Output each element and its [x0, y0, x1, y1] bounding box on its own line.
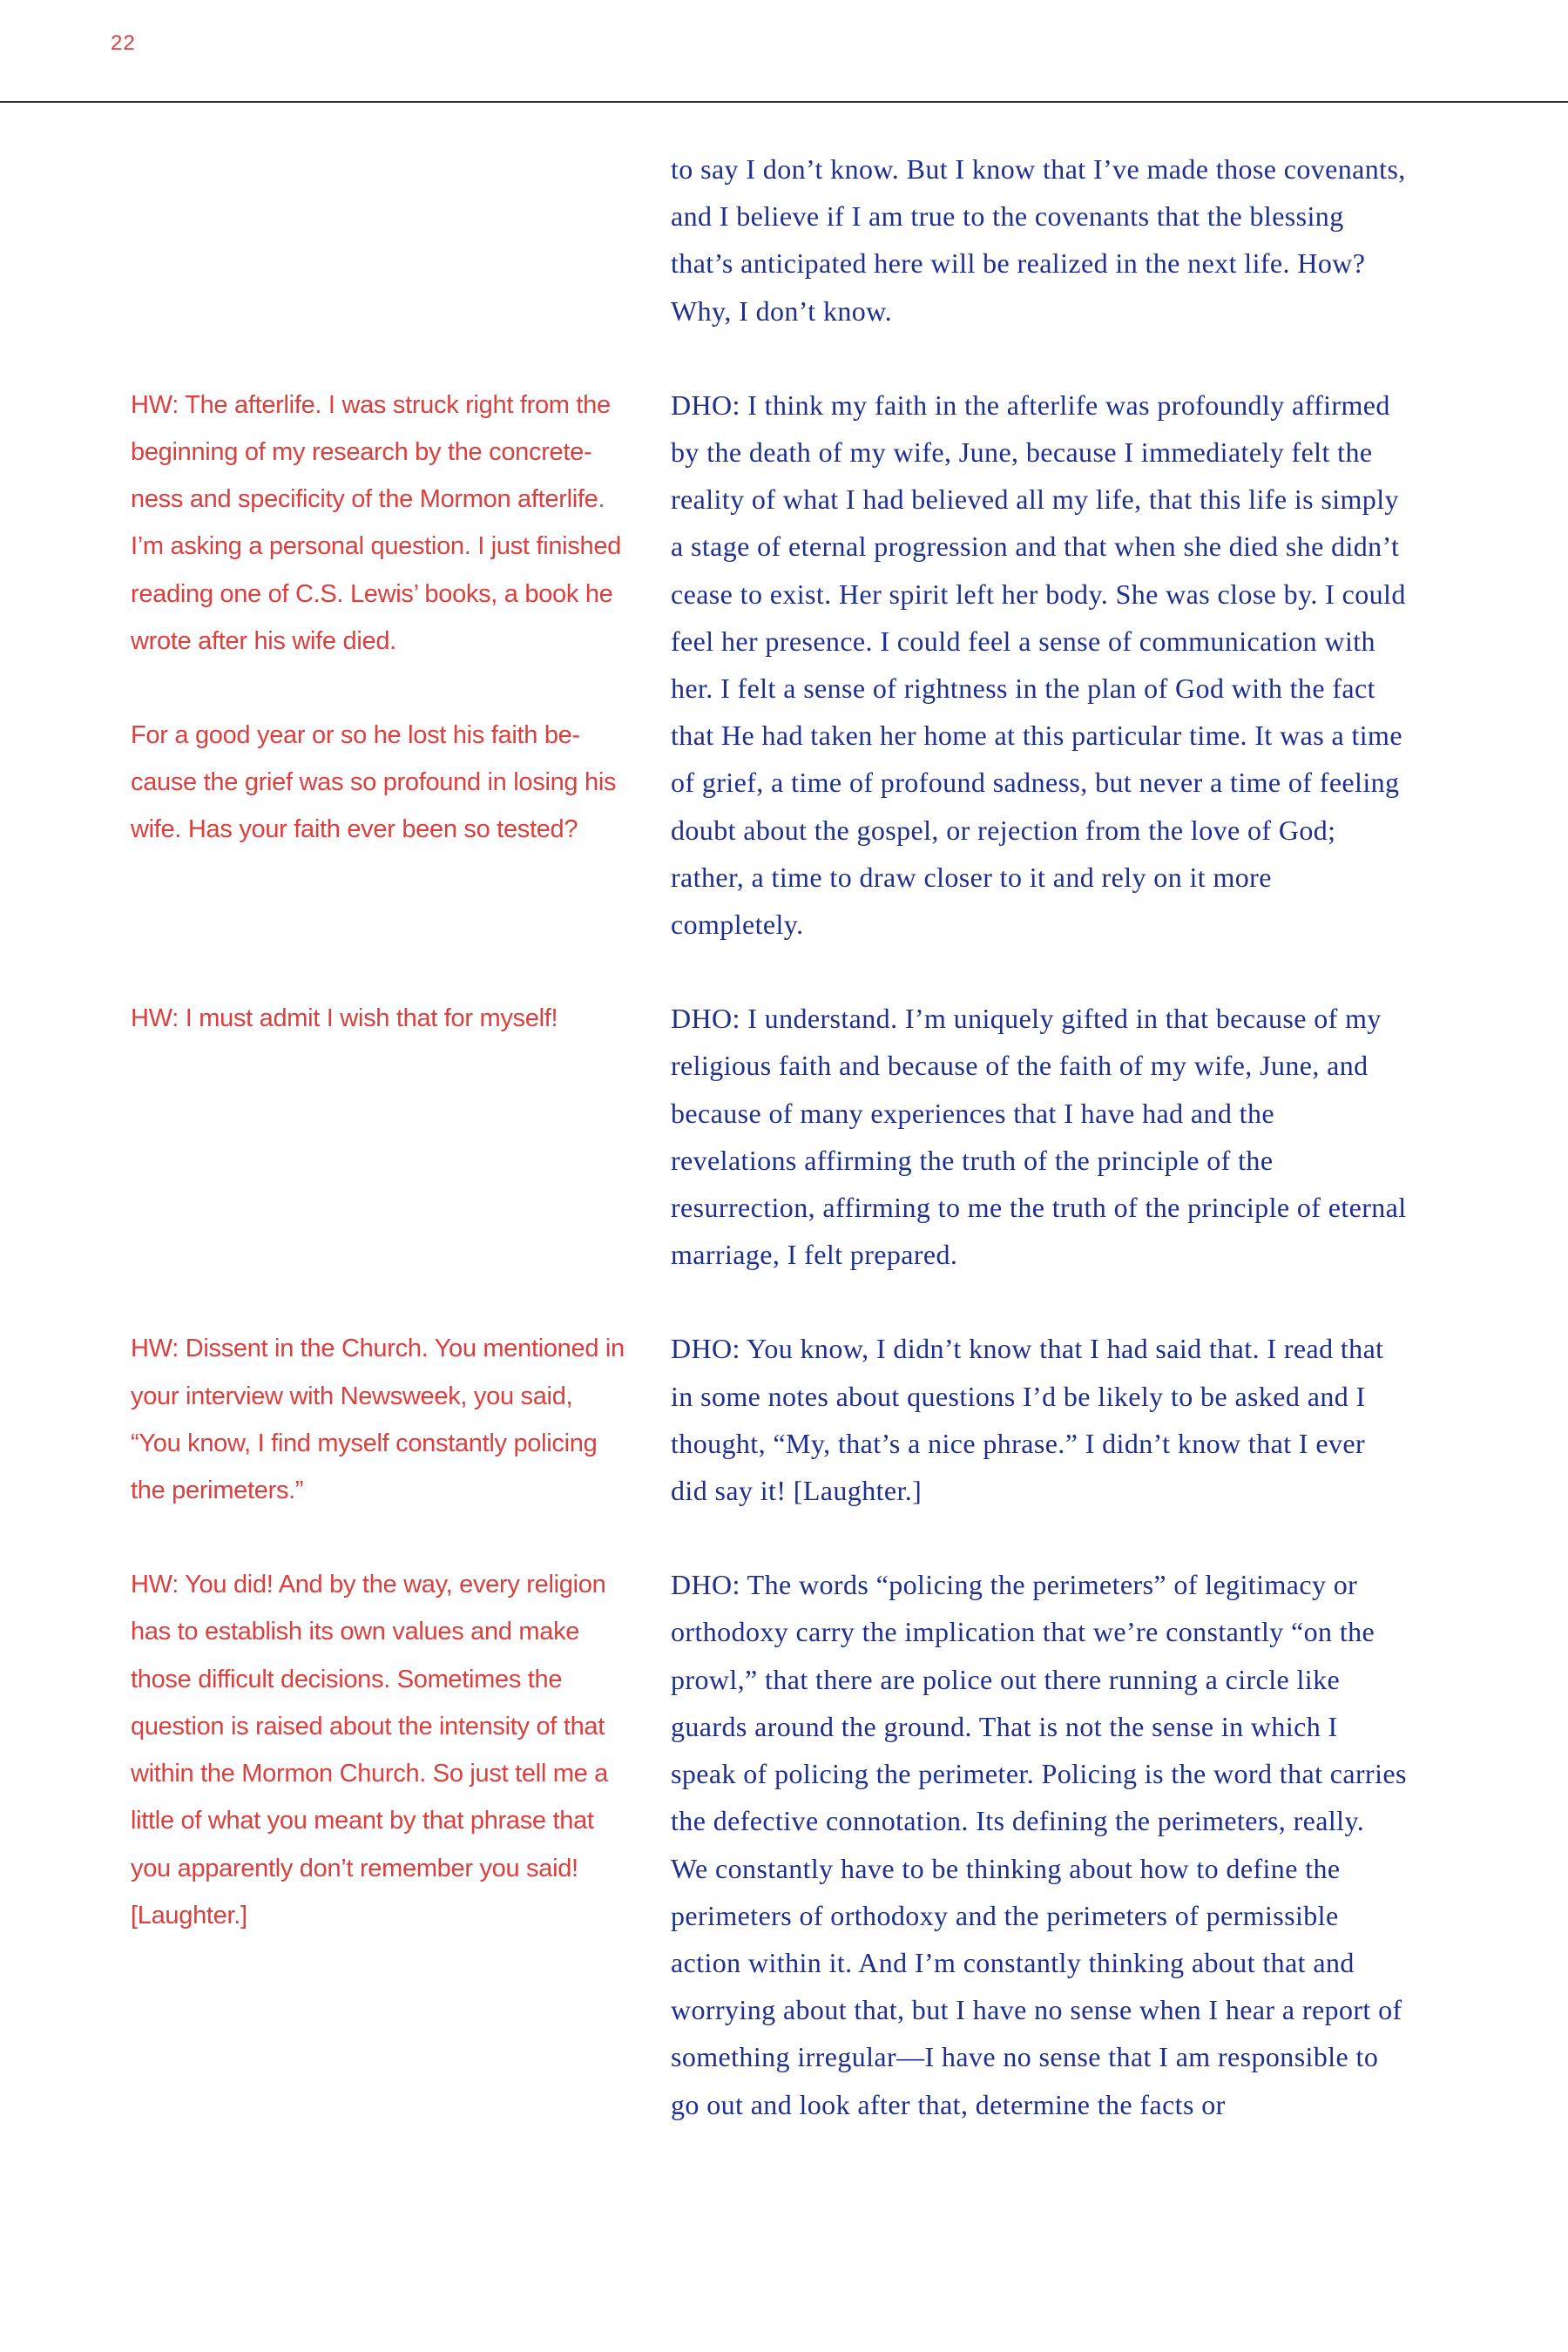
question-paragraph: HW: The afterlife. I was struck right from the beginning of my research by the concreteness and specificity of the Mormon afterlife. I’m asking a personal question. I just finished reading one of C.S. Lewis’ books, a book he wrote after his wife died.: [131, 390, 621, 655]
interview-exchange: [0, 1325, 1568, 1514]
answer-column: [671, 145, 1408, 335]
answer-paragraph: DHO: I understand. I’m uniquely gifted in that because of my religious faith and because of the faith of my wife, June, and because of many experiences that I have had and the revelations affirming the truth of the principle of the resurrection, affirming to me the truth of the principle of eternal marriage, I felt prepared.: [671, 1003, 1407, 1271]
question-paragraph: For a good year or so he lost his faith because the grief was so profound in losing his wife. Has your faith ever been so tested?: [131, 721, 617, 844]
answer-paragraph: DHO: You know, I didn’t know that I had said that. I read that in some notes about questions I’d be likely to be asked and I thought, “My, that’s a nice phrase.” I didn’t know that I ever did say it! [Laughter.]: [671, 1333, 1384, 1507]
interview-body: [0, 145, 1568, 2175]
answer-paragraph: DHO: I think my faith in the afterlife was profoundly affirmed by the death of my wife, June, because I immediately felt the reality of what I had believed all my life, that this life is simply a stage of eternal progression and that when she died she didn’t cease to exist. Her spirit left her body. She was close by. I could feel her presence. I could feel a sense of communication with her. I felt a sense of rightness in the plan of God with the fact that He had taken her home at this particular time. It was a time of grief, a time of profound sadness, but never a time of feeling doubt about the gospel, or rejection from the love of God; rather, a time to draw closer to it and rely on it more completely.: [671, 389, 1406, 941]
question-paragraph: HW: You did! And by the way, every religion has to establish its own values and make those difficult decisions. Sometimes the question is raised about the intensity of that within the Mormon Church. So just tell me a little of what you meant by that phrase that you apparently don’t remember you said! [Laughter.]: [131, 1571, 608, 1930]
answer-column: [671, 1325, 1408, 1514]
answer-column: [671, 1561, 1408, 2127]
answer-column: [671, 995, 1408, 1278]
question-paragraph: HW: I must admit I wish that for myself!: [131, 1004, 558, 1033]
answer-column: [671, 382, 1408, 948]
answer-paragraph: DHO: The words “policing the perimeters” of legitimacy or orthodoxy carry the implication that we’re constantly “on the prowl,” that there are police out there running a circle like guards around the ground. That is not the sense in which I speak of policing the perimeter. Policing is the word that carries the defective connotation. Its defining the perimeters, really. We constantly have to be thinking about how to define the perimeters of orthodoxy and the perimeters of permissible action within it. And I’m constantly thinking about that and worrying about that, but I have no sense when I hear a report of something irregular—I have no sense that I am responsible to go out and look after that, determine the facts or: [671, 1569, 1407, 2120]
question-column: [131, 1561, 627, 2127]
question-paragraph: HW: Dissent in the Church. You mentioned in your interview with Newsweek, you said, “You know, I find myself constantly policing the perimeters.”: [131, 1335, 625, 1505]
question-column: [131, 995, 627, 1278]
page-number: 22: [111, 31, 136, 55]
interview-exchange: [0, 382, 1568, 948]
interview-exchange: [0, 995, 1568, 1278]
question-column: [131, 382, 627, 948]
question-column: [131, 1325, 627, 1514]
interview-exchange: [0, 1561, 1568, 2127]
question-column: [131, 145, 627, 335]
interview-exchange: [0, 145, 1568, 335]
answer-paragraph: to say I don’t know. But I know that I’ve made those covenants, and I believe if I am true to the covenants that the blessing that’s anticipated here will be realized in the next life. How? Why, I don’t know.: [671, 153, 1406, 327]
header-rule: [0, 101, 1568, 103]
